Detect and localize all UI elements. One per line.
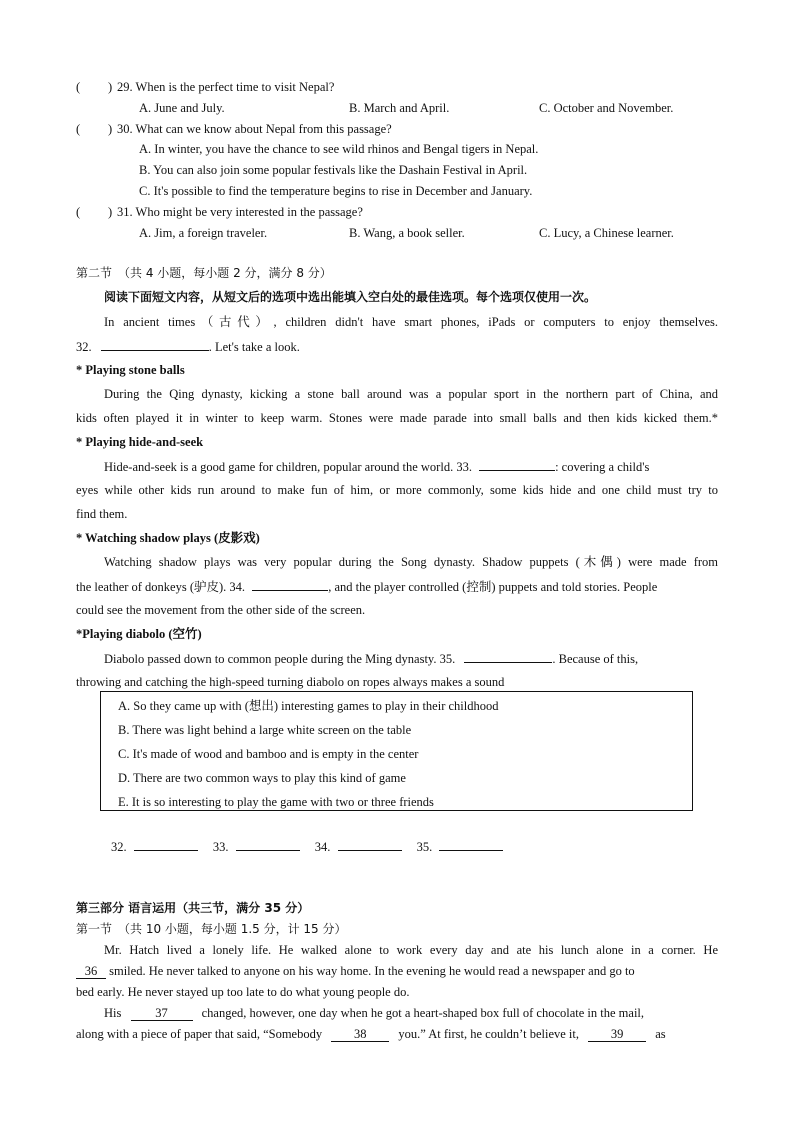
passage-line: In ancient times（古代）, children didn't have smart phones, iPads or computers to enjoy themselves. — [104, 315, 718, 329]
q30-paren-close: ) — [108, 122, 113, 136]
cloze-blank-37[interactable]: 37 — [131, 1006, 193, 1021]
section3-heading: 第三部分 语言运用（共三节，满分 35 分） — [76, 901, 310, 915]
passage-line: eyes while other kids run around to make fun of him, or more commonly, some kids hide and one child must try to — [76, 483, 718, 497]
passage-text: you.” At first, he couldn’t believe it, — [398, 1027, 579, 1041]
q30-option-b: B. You can also join some popular festivals like the Dashain Festival in April. — [139, 163, 528, 177]
answer-field-34[interactable] — [338, 838, 402, 851]
passage-text: . Because of this, — [552, 652, 639, 666]
passage-text: smiled. He never talked to anyone on his way home. In the evening he would read a newspaper and go to — [109, 964, 635, 978]
passage-text: , and the player controlled (控制) puppets and told stories. People — [328, 580, 658, 594]
passage-line: bed early. He never stayed up too late to do what young people do. — [76, 985, 410, 999]
passage-text: : covering a child's — [555, 460, 650, 474]
q29-option-c: C. October and November. — [539, 101, 674, 115]
q31-option-a: A. Jim, a foreign traveler. — [139, 226, 268, 240]
passage-text: as — [655, 1027, 666, 1041]
answer-label-35: 35. — [416, 840, 433, 854]
passage-line: could see the movement from the other side of the screen. — [76, 603, 366, 617]
passage-text: Hide-and-seek is a good game for children, popular around the world. 33. — [104, 460, 472, 474]
answer-label-34: 34. — [314, 840, 331, 854]
passage-line: throwing and catching the high-speed turning diabolo on ropes always makes a sound — [76, 675, 505, 689]
section3-subheading: 第一节 （共 10 小题，每小题 1.5 分，计 15 分） — [76, 922, 347, 936]
passage-line — [76, 963, 718, 979]
q31-paren-open: ( — [76, 205, 81, 219]
q29-option-a: A. June and July. — [139, 101, 225, 115]
q30-option-c: C. It's possible to find the temperature begins to rise in December and January. — [139, 184, 533, 198]
answer-blank-33[interactable] — [479, 458, 555, 471]
option-c: C. It's made of wood and bamboo and is empty in the center — [118, 747, 419, 761]
q31-paren-close: ) — [108, 205, 113, 219]
answer-blank-32[interactable] — [101, 338, 209, 351]
subheading-hide-and-seek: * Playing hide-and-seek — [76, 435, 204, 449]
cloze-blank-38[interactable]: 38 — [331, 1027, 389, 1042]
option-a: A. So they came up with (想出) interesting games to play in their childhood — [118, 699, 499, 713]
option-d: D. There are two common ways to play this kind of game — [118, 771, 406, 785]
q29-paren-close: ) — [108, 80, 113, 94]
section2-instruction: 阅读下面短文内容，从短文后的选项中选出能填入空白处的最佳选项。每个选项仅使用一次。 — [104, 290, 597, 304]
answer-label-32: 32. — [111, 840, 127, 854]
subheading-shadow-plays: * Watching shadow plays (皮影戏) — [76, 531, 260, 545]
answer-field-35[interactable] — [439, 838, 503, 851]
section2-heading: 第二节 （共 4 小题，每小题 2 分，满分 8 分） — [76, 266, 332, 280]
passage-text: Diabolo passed down to common people during the Ming dynasty. 35. — [104, 652, 456, 666]
passage-text: along with a piece of paper that said, “Somebody — [76, 1027, 323, 1041]
q31-option-b: B. Wang, a book seller. — [349, 226, 465, 240]
cloze-blank-39[interactable]: 39 — [588, 1027, 646, 1042]
passage-text: changed, however, one day when he got a heart-shaped box full of chocolate in the mail, — [201, 1006, 645, 1020]
passage-line — [76, 1026, 718, 1042]
subheading-stone-balls: * Playing stone balls — [76, 363, 185, 377]
passage-line — [104, 1005, 718, 1021]
options-box — [100, 691, 693, 811]
q30-paren-open: ( — [76, 122, 81, 136]
passage-line: kids often played it in winter to keep warm. Stones were made parade into small balls and then kids kicked them.* — [76, 411, 718, 425]
passage-line: Mr. Hatch lived a lonely life. He walked alone to work every day and ate his lunch alone in a corner. He — [104, 943, 718, 957]
q29-option-b: B. March and April. — [349, 101, 450, 115]
q31-option-c: C. Lucy, a Chinese learner. — [539, 226, 674, 240]
q29-paren-open: ( — [76, 80, 81, 94]
passage-line: During the Qing dynasty, kicking a stone ball around was a popular sport in the northern part of China, and — [104, 387, 718, 401]
passage-line — [104, 458, 718, 475]
option-e: E. It is so interesting to play the game with two or three friends — [118, 795, 434, 809]
passage-line — [76, 338, 300, 355]
passage-line — [76, 578, 657, 595]
answer-blank-35[interactable] — [464, 650, 552, 663]
passage-text: . Let's take a look. — [208, 340, 300, 354]
q30-stem: 30. What can we know about Nepal from this passage? — [117, 122, 392, 136]
option-b: B. There was light behind a large white screen on the table — [118, 723, 412, 737]
passage-line — [104, 650, 638, 667]
passage-line: Watching shadow plays was very popular during the Song dynasty. Shadow puppets (木偶) were made from — [104, 555, 718, 569]
q30-option-a: A. In winter, you have the chance to see wild rhinos and Bengal tigers in Nepal. — [139, 142, 539, 156]
answer-field-33[interactable] — [236, 838, 300, 851]
answer-label-33: 33. — [212, 840, 229, 854]
q29-stem: 29. When is the perfect time to visit Nepal? — [117, 80, 335, 94]
passage-text: the leather of donkeys (驴皮). 34. — [76, 580, 246, 594]
cloze-blank-36[interactable]: 36 — [76, 964, 106, 979]
answer-field-32[interactable] — [134, 838, 198, 851]
q31-stem: 31. Who might be very interested in the passage? — [117, 205, 363, 219]
blank-number: 32. — [76, 340, 92, 354]
answer-blank-34[interactable] — [252, 578, 328, 591]
passage-line: find them. — [76, 507, 128, 521]
answer-row — [111, 838, 503, 855]
subheading-diabolo: *Playing diabolo (空竹) — [76, 627, 202, 641]
passage-text: His — [104, 1006, 122, 1020]
